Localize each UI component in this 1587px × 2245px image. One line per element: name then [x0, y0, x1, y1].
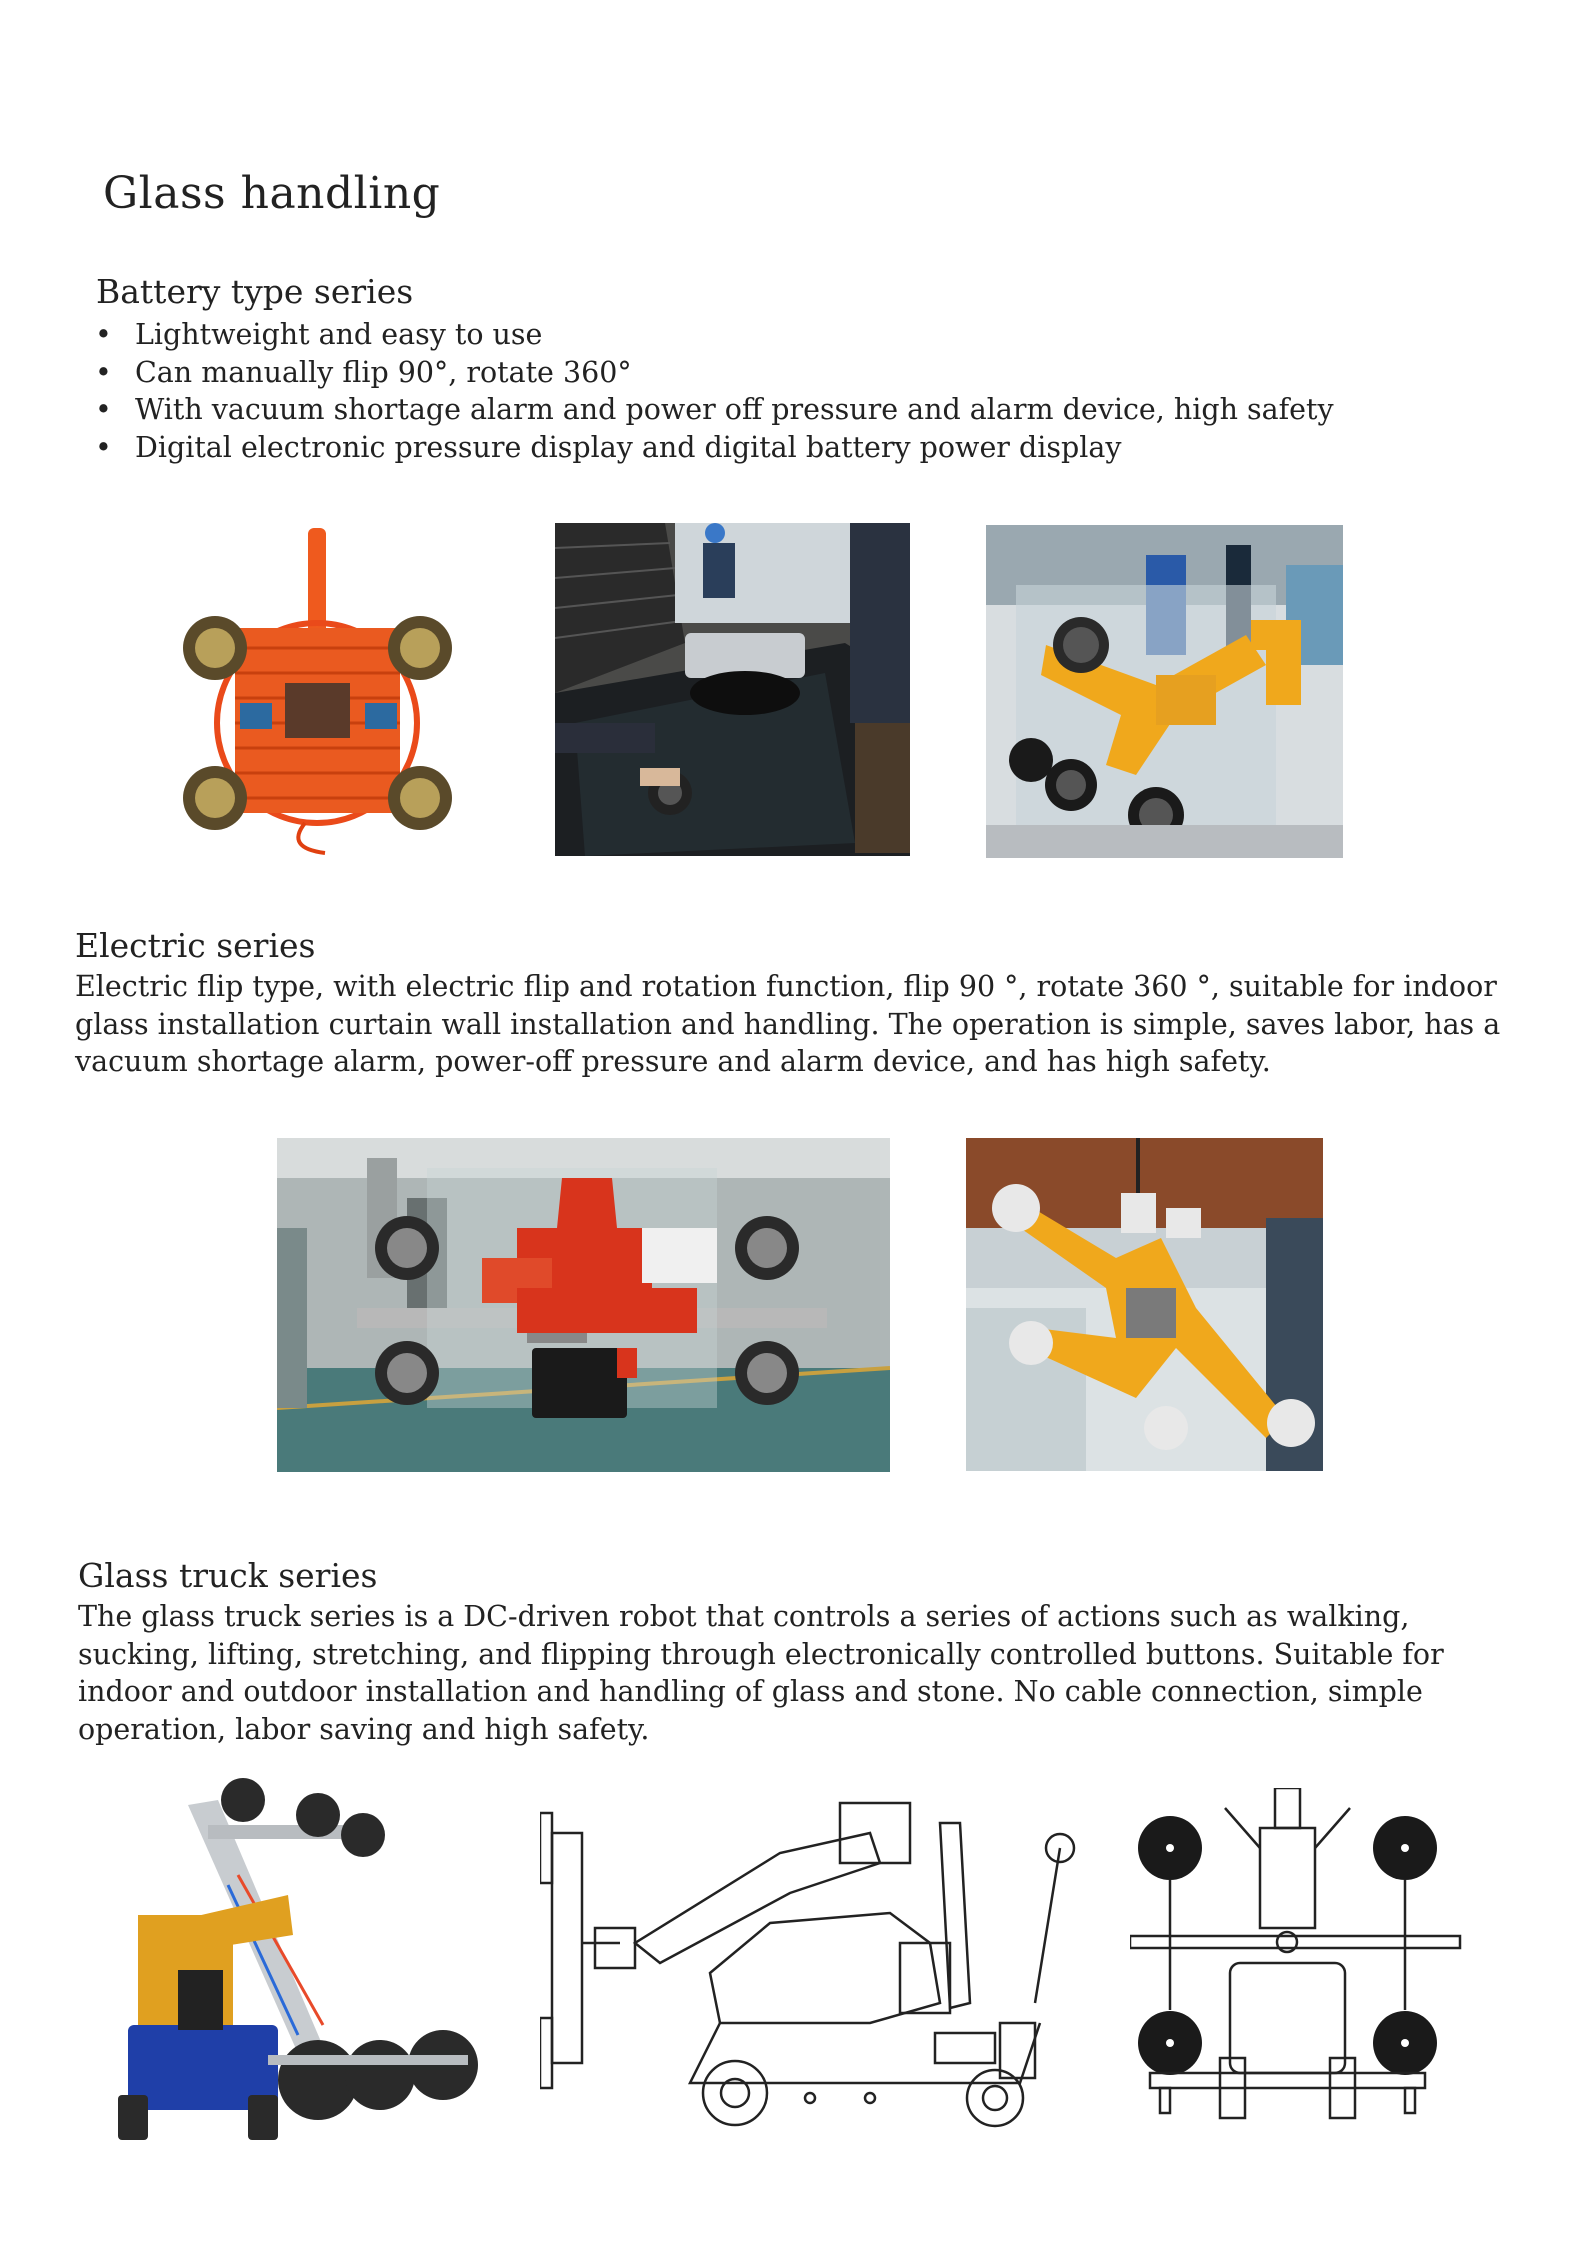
list-item: • Lightweight and easy to use: [95, 316, 1334, 354]
battery-worksite-photo: [555, 523, 910, 856]
battery-yellow-lifter-photo: [986, 525, 1343, 858]
page-title: Glass handling: [103, 168, 441, 219]
glass-truck-photo: [118, 1775, 486, 2155]
truck-section-title: Glass truck series: [78, 1556, 378, 1595]
glass-truck-front-drawing: [1130, 1788, 1485, 2148]
list-item: • Can manually flip 90°, rotate 360°: [95, 354, 1334, 392]
list-item: • With vacuum shortage alarm and power off pressure and alarm device, high safety: [95, 391, 1334, 429]
list-item: • Digital electronic pressure display and digital battery power display: [95, 429, 1334, 467]
battery-feature-list: [95, 316, 1334, 466]
electric-description: Electric flip type, with electric flip and rotation function, flip 90 °, rotate 360 °, suitable for indoor glass installation curtain wall installation and handling. The operation is simple, saves labor, has a vacuum shortage alarm, power-off pressure and alarm device, and has high safety.: [75, 970, 1501, 1078]
truck-description: The glass truck series is a DC-driven robot that controls a series of actions such as walking, sucking, lifting, stretching, and flipping through electronically controlled buttons. Suitable for indoor and outdoor installation and handling of glass and stone. No cable connection, simple operation, labor saving and high safety.: [78, 1600, 1444, 1746]
glass-truck-side-drawing: [540, 1793, 1076, 2143]
electric-yellow-lifter-photo: [966, 1138, 1323, 1471]
electric-red-lifter-photo: [277, 1138, 890, 1472]
battery-section-title: Battery type series: [96, 272, 414, 311]
battery-lifter-photo: [165, 523, 495, 858]
electric-section-title: Electric series: [75, 926, 316, 965]
